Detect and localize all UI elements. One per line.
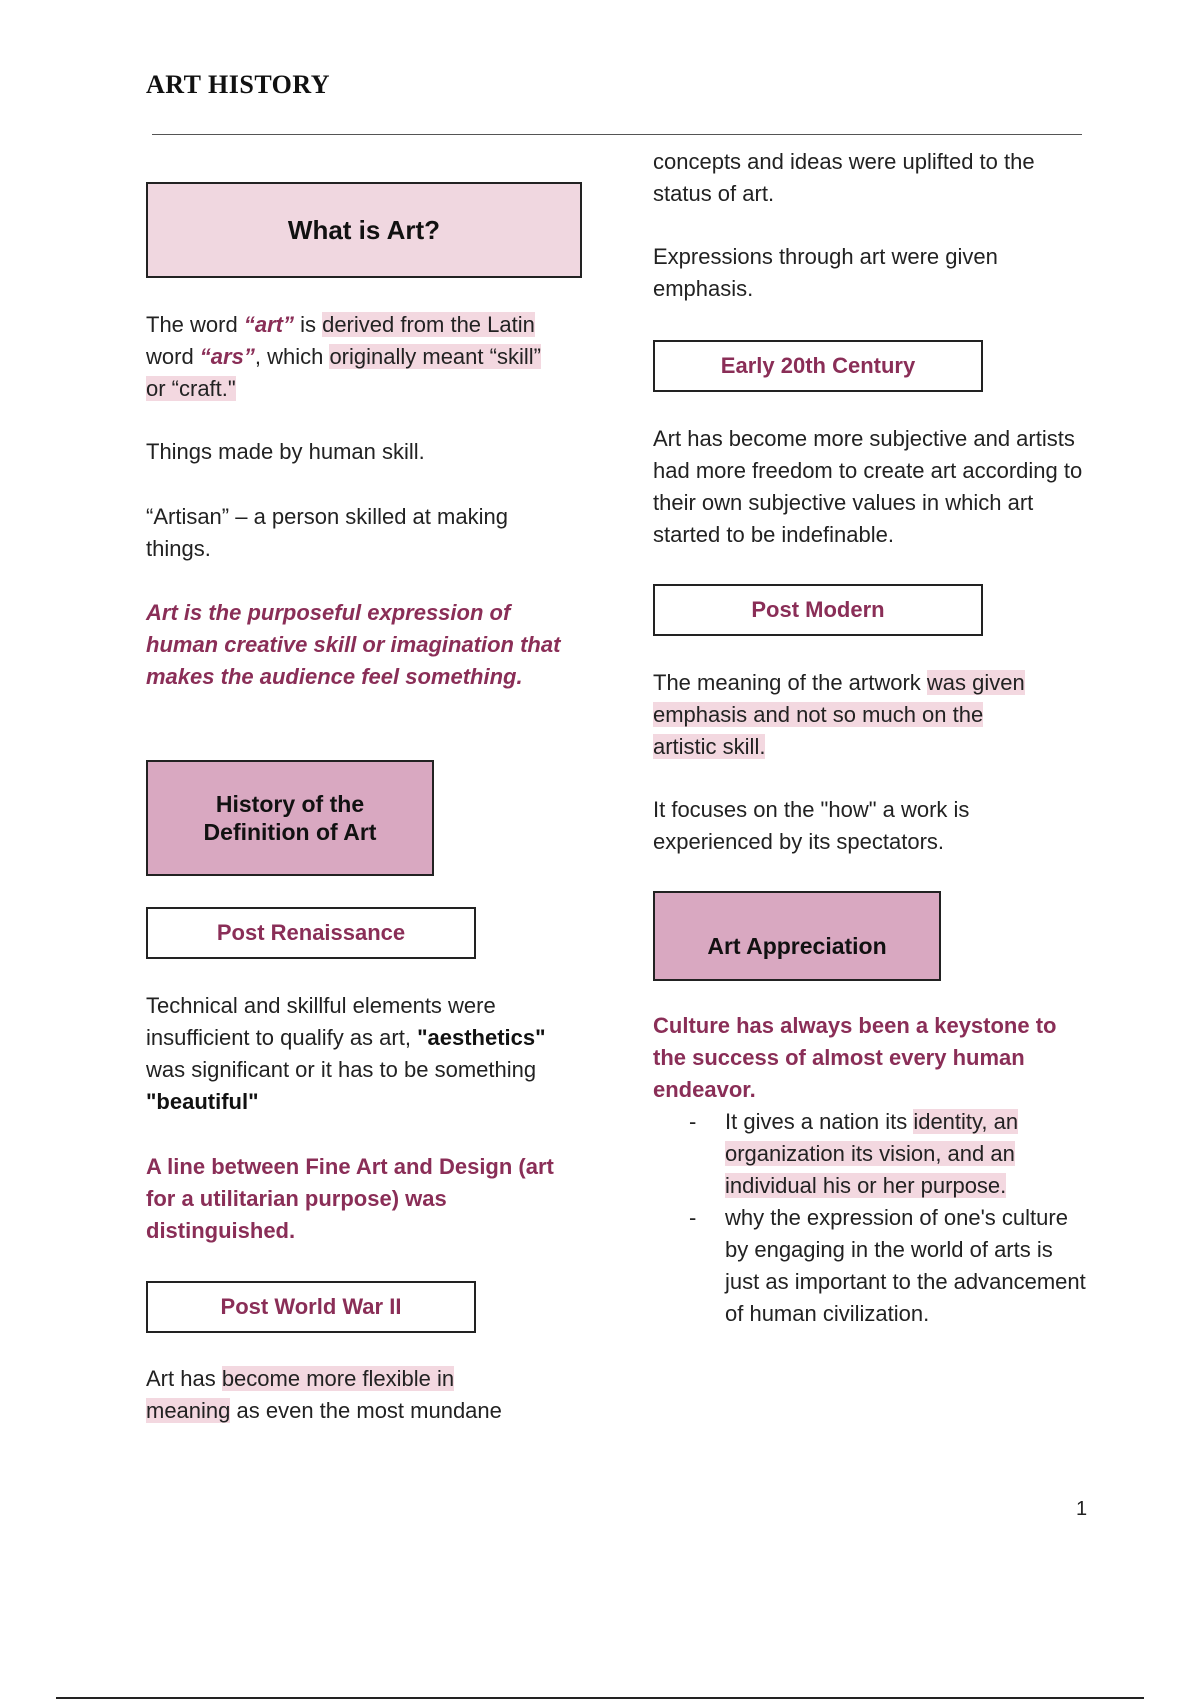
- appreciation-bullets: [653, 1106, 1093, 1330]
- post-renaissance-text: Technical and skillful elements were insufficient to qualify as art, "aesthetics" was significant or it has to be something "beautiful": [146, 993, 546, 1114]
- post-renaissance-box: [146, 907, 476, 959]
- early-20th-label: Early 20th Century: [720, 353, 916, 378]
- what-is-art-title: What is Art?: [287, 214, 441, 245]
- post-ww2-box: [146, 1281, 476, 1333]
- page-title: ART HISTORY: [146, 70, 331, 99]
- post-ww2-label: Post World War II: [220, 1294, 402, 1319]
- header-rule: [152, 134, 1082, 135]
- early-20th-text: Art has become more subjective and artists had more freedom to create art according to their own subjective values in which art started to be indefinable.: [653, 426, 1083, 547]
- post-modern-text: The meaning of the artwork was given emphasis and not so much on the artistic skill.: [653, 670, 1025, 759]
- art-appreciation-title: Art Appreciation: [707, 933, 887, 959]
- early-20th-box: [653, 340, 983, 392]
- history-box-line2: Definition of Art: [203, 819, 377, 845]
- list-item: - why the expression of one's culture by engaging in the world of arts is just as important to the advancement of human civilization.: [653, 1202, 1093, 1330]
- word-origin-paragraph: The word “art” is derived from the Latin word “ars”, which originally meant “skill” or “craft.": [146, 312, 541, 401]
- art-appreciation-box: [653, 891, 941, 981]
- post-renaissance-label: Post Renaissance: [216, 920, 406, 945]
- page-number: 1: [1076, 1498, 1088, 1520]
- fine-art-line-text: A line between Fine Art and Design (art for a utilitarian purpose) was distinguished.: [146, 1154, 554, 1243]
- post-ww2-text: Art has become more flexible in meaning as even the most mundane: [146, 1366, 502, 1423]
- post-modern-text2: It focuses on the "how" a work is experienced by its spectators.: [653, 797, 970, 854]
- artisan-text: “Artisan” – a person skilled at making things.: [146, 504, 508, 561]
- art-definition: Art is the purposeful expression of human creative skill or imagination that makes the audience feel something.: [146, 600, 561, 689]
- expressions-text: Expressions through art were given emphasis.: [653, 244, 998, 301]
- what-is-art-box: [146, 182, 582, 278]
- post-modern-box: [653, 584, 983, 636]
- history-box-line1: History of the: [215, 791, 365, 817]
- list-item: - It gives a nation its identity, an organization its vision, and an individual his or her purpose.: [653, 1106, 1093, 1202]
- bottom-rule: [56, 1697, 1144, 1699]
- human-skill-text: Things made by human skill.: [146, 439, 425, 464]
- continued-text: concepts and ideas were uplifted to the status of art.: [653, 149, 1035, 206]
- culture-keystone-text: Culture has always been a keystone to the success of almost every human endeavor.: [653, 1013, 1057, 1102]
- post-modern-label: Post Modern: [751, 597, 885, 622]
- history-definition-box: [146, 760, 434, 876]
